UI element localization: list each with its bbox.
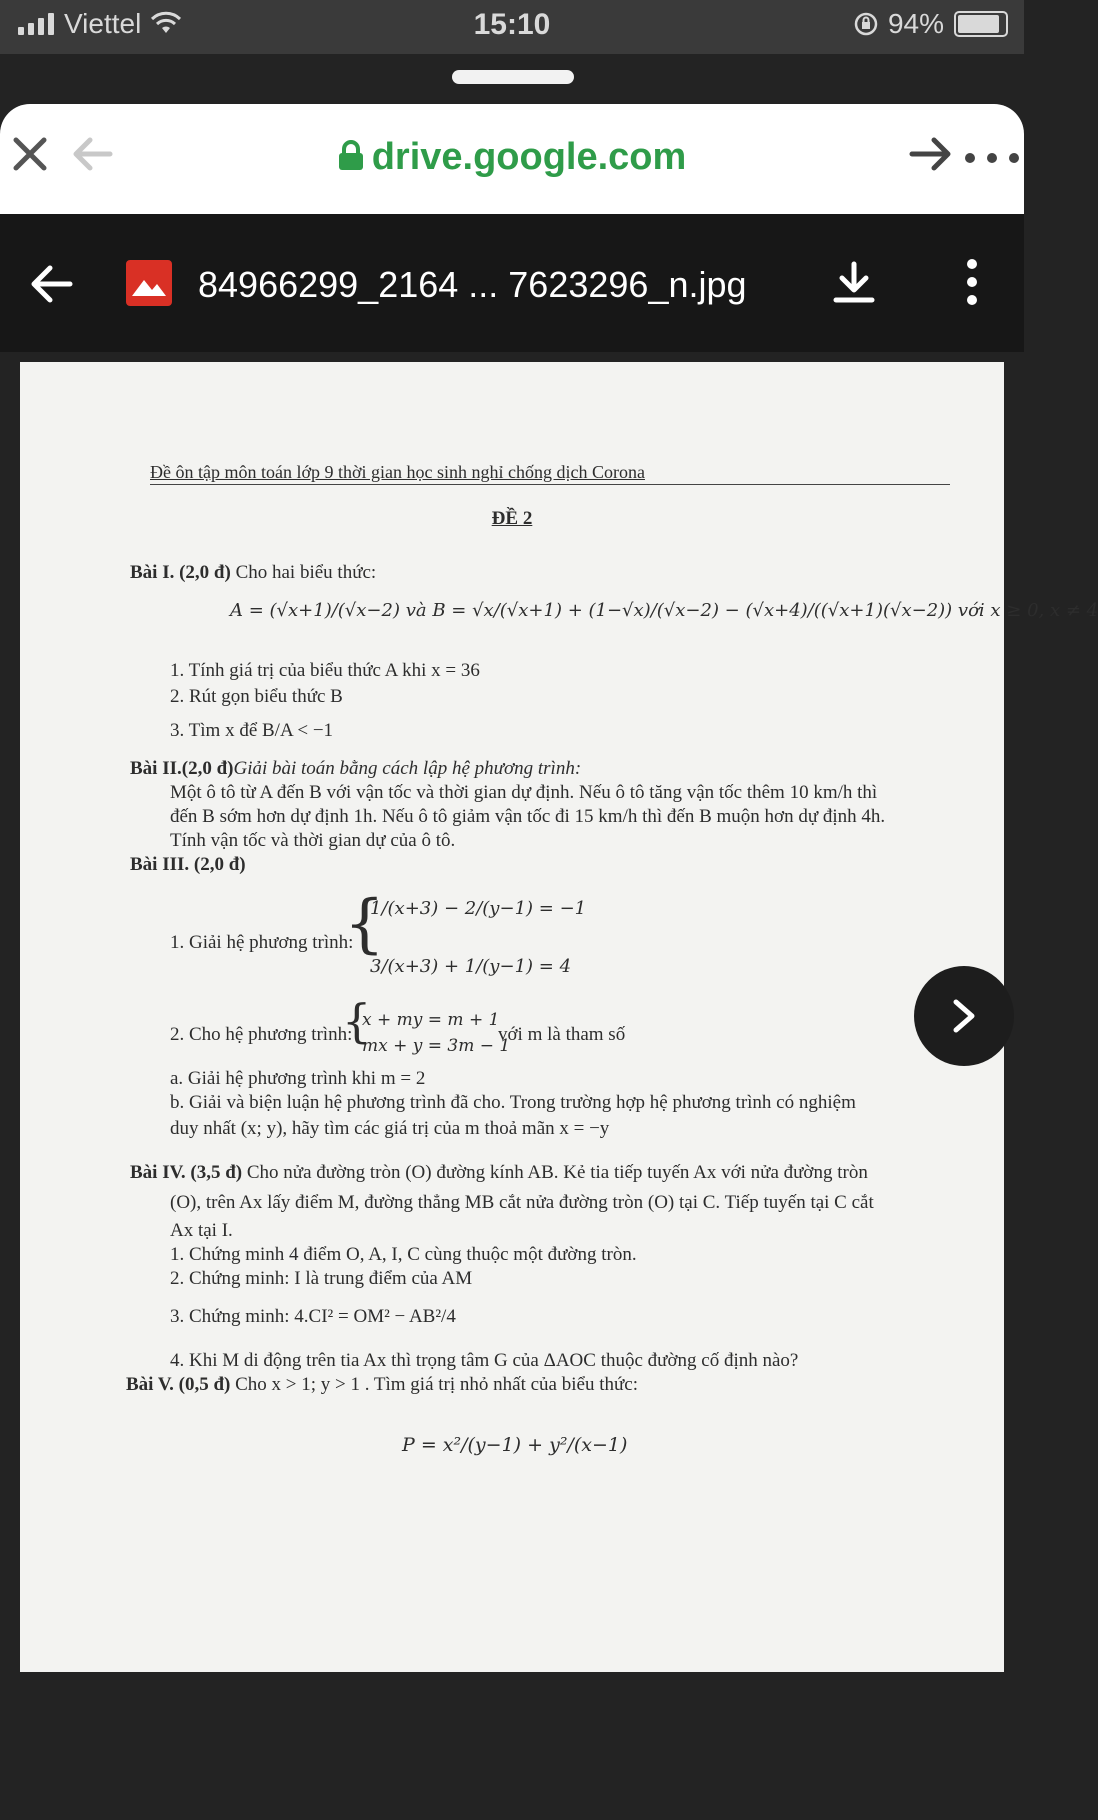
download-icon[interactable]: [832, 260, 876, 306]
b3-q1-eq1: 1/(x+3) − 2/(y−1) = −1: [370, 898, 587, 919]
b4-q1: 1. Chứng minh 4 điểm O, A, I, C cùng thuộc một đường tròn.: [170, 1244, 637, 1265]
carrier-name: Viettel: [64, 8, 142, 39]
url-display[interactable]: [0, 136, 1024, 179]
brace: {: [344, 887, 385, 961]
b1-title: Bài I. (2,0 đ): [130, 562, 231, 583]
b5-heading: [126, 1374, 638, 1396]
lock-icon: [338, 141, 364, 171]
b2-line3: Tính vận tốc và thời gian dự của ô tô.: [170, 830, 456, 851]
b1-formula: A = (√x+1)/(√x−2) và B = √x/(√x+1) + (1−√x)/(√x−2) − (√x+4)/((√x+1)(√x−2)) với x ≥ 0, x ≠ 4: [230, 600, 1098, 621]
status-bar: [0, 0, 1024, 54]
file-name: 84966299_2164 ... 7623296_n.jpg: [198, 264, 747, 305]
status-time: 15:10: [473, 8, 551, 41]
forward-arrow-icon[interactable]: [908, 134, 954, 174]
b5-line1: Cho x > 1; y > 1 . Tìm giá trị nhỏ nhất của biểu thức:: [235, 1374, 638, 1395]
b4-line2: (O), trên Ax lấy điểm M, đường thẳng MB cắt nửa đường tròn (O) tại C. Tiếp tuyến tại C cắt: [170, 1192, 874, 1213]
b3-q2-eq2: mx + y = 3m − 1: [362, 1036, 511, 1056]
more-vertical-icon[interactable]: [962, 258, 982, 306]
chevron-right-icon: [948, 998, 980, 1034]
b4-q2: 2. Chứng minh: I là trung điểm của AM: [170, 1268, 473, 1289]
document-photo: [20, 362, 1098, 1672]
b1-q1: 1. Tính giá trị của biểu thức A khi x = 36: [170, 660, 480, 681]
b3-q1-eq2: 3/(x+3) + 1/(y−1) = 4: [370, 956, 572, 977]
b4-heading: [130, 1162, 868, 1184]
b3-qa: a. Giải hệ phương trình khi m = 2: [170, 1068, 426, 1089]
battery-icon: [954, 11, 1008, 37]
b3-q2: 2. Cho hệ phương trình:: [170, 1024, 353, 1045]
b5-title: Bài V. (0,5 đ): [126, 1374, 231, 1395]
b3-qb-line1: b. Giải và biện luận hệ phương trình đã cho. Trong trường hợp hệ phương trình có nghiệm: [170, 1092, 856, 1113]
next-image-button[interactable]: [914, 966, 1014, 1066]
header-rule: [150, 484, 950, 485]
b4-q3: 3. Chứng minh: 4.CI² = OM² − AB²/4: [170, 1306, 456, 1327]
viewer-toolbar: [0, 214, 1024, 352]
b3-q2-tail: với m là tham số: [498, 1024, 626, 1045]
image-file-icon: [126, 260, 172, 306]
b1-q2: 2. Rút gọn biểu thức B: [170, 686, 343, 707]
battery-percent: 94%: [887, 8, 944, 39]
b3-title: Bài III. (2,0 đ): [130, 854, 246, 875]
b5-formula: P = x²/(y−1) + y²/(x−1): [402, 1434, 628, 1456]
b2-intro: Giải bài toán bằng cách lập hệ phương trình:: [233, 758, 582, 779]
browser-url-bar: [0, 104, 1024, 214]
b2-heading: [130, 758, 581, 780]
b4-line1: Cho nửa đường tròn (O) đường kính AB. Kẻ tia tiếp tuyến Ax với nửa đường tròn: [246, 1162, 868, 1183]
b2-title: Bài II.(2,0 đ): [130, 758, 234, 779]
doc-header: Đề ôn tập môn toán lớp 9 thời gian học sinh nghỉ chống dịch Corona: [150, 462, 645, 482]
more-horizontal-icon[interactable]: [962, 152, 1022, 164]
url-text: drive.google.com: [371, 136, 687, 178]
b4-title: Bài IV. (3,5 đ): [130, 1162, 243, 1183]
b2-line2: đến B sớm hơn dự định 1h. Nếu ô tô giảm vận tốc đi 15 km/h thì đến B muộn hơn dự định 4h.: [170, 806, 886, 827]
b4-q4: 4. Khi M di động trên tia Ax thì trọng tâm G của ΔAOC thuộc đường cố định nào?: [170, 1350, 799, 1371]
b3-q2-eq1: x + my = m + 1: [362, 1010, 500, 1030]
back-arrow-icon[interactable]: [28, 264, 74, 304]
b4-line3: Ax tại I.: [170, 1220, 233, 1241]
status-right: [854, 8, 1008, 40]
b1-heading: [130, 562, 376, 584]
b3-qb-line2: duy nhất (x; y), hãy tìm các giá trị của m thoả mãn x = −y: [170, 1118, 610, 1139]
orientation-lock-icon: [854, 12, 878, 36]
b3-q1: 1. Giải hệ phương trình:: [170, 932, 354, 953]
b1-q3: 3. Tìm x để B/A < −1: [170, 720, 334, 741]
brace: {: [342, 994, 372, 1048]
b1-intro: Cho hai biểu thức:: [235, 562, 377, 583]
battery-fill: [958, 15, 999, 33]
exam-title: ĐỀ 2: [491, 508, 533, 529]
sheet-handle[interactable]: [452, 70, 574, 84]
b2-line1: Một ô tô từ A đến B với vận tốc và thời gian dự định. Nếu ô tô tăng vận tốc thêm 10 km/h thì: [170, 782, 878, 803]
